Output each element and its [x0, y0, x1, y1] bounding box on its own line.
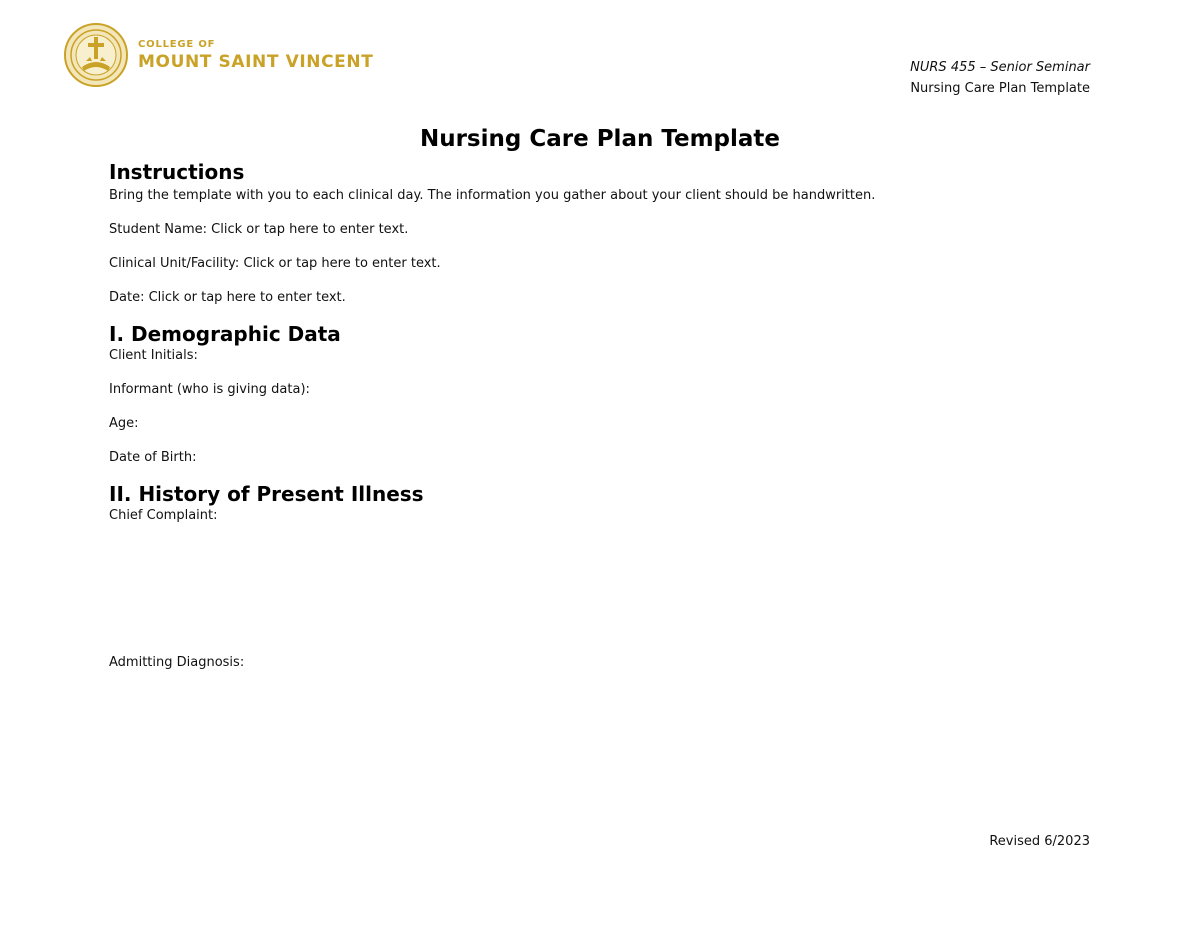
admitting-diagnosis-label: Admitting Diagnosis:: [109, 655, 245, 670]
informant-label: Informant (who is giving data):: [109, 382, 310, 397]
college-logo: [64, 23, 373, 87]
header-subtitle: Nursing Care Plan Template: [910, 81, 1090, 96]
instructions-text: Bring the template with you to each clinical day. The information you gather about your client should be handwritten.: [109, 188, 876, 203]
history-heading: II. History of Present Illness: [109, 482, 424, 506]
chief-complaint-label: Chief Complaint:: [109, 508, 218, 523]
client-initials-label: Client Initials:: [109, 348, 198, 363]
revised-date: Revised 6/2023: [989, 834, 1090, 849]
document-body: [109, 159, 1109, 672]
page-header: [910, 57, 1090, 99]
instructions-heading: Instructions: [109, 160, 245, 184]
date-field[interactable]: Date: Click or tap here to enter text.: [109, 290, 346, 305]
clinical-unit-field[interactable]: Clinical Unit/Facility: Click or tap here to enter text.: [109, 256, 441, 271]
page-title: Nursing Care Plan Template: [419, 126, 781, 152]
age-label: Age:: [109, 416, 139, 431]
logo-line-1: COLLEGE OF: [138, 38, 216, 50]
course-label: NURS 455 – Senior Seminar: [910, 60, 1090, 75]
student-name-field[interactable]: Student Name: Click or tap here to enter text.: [109, 222, 409, 237]
dob-label: Date of Birth:: [109, 450, 197, 465]
demographic-heading: I. Demographic Data: [109, 322, 341, 346]
logo-line-2: MOUNT SAINT VINCENT: [138, 51, 374, 72]
college-seal-icon: [64, 23, 128, 87]
